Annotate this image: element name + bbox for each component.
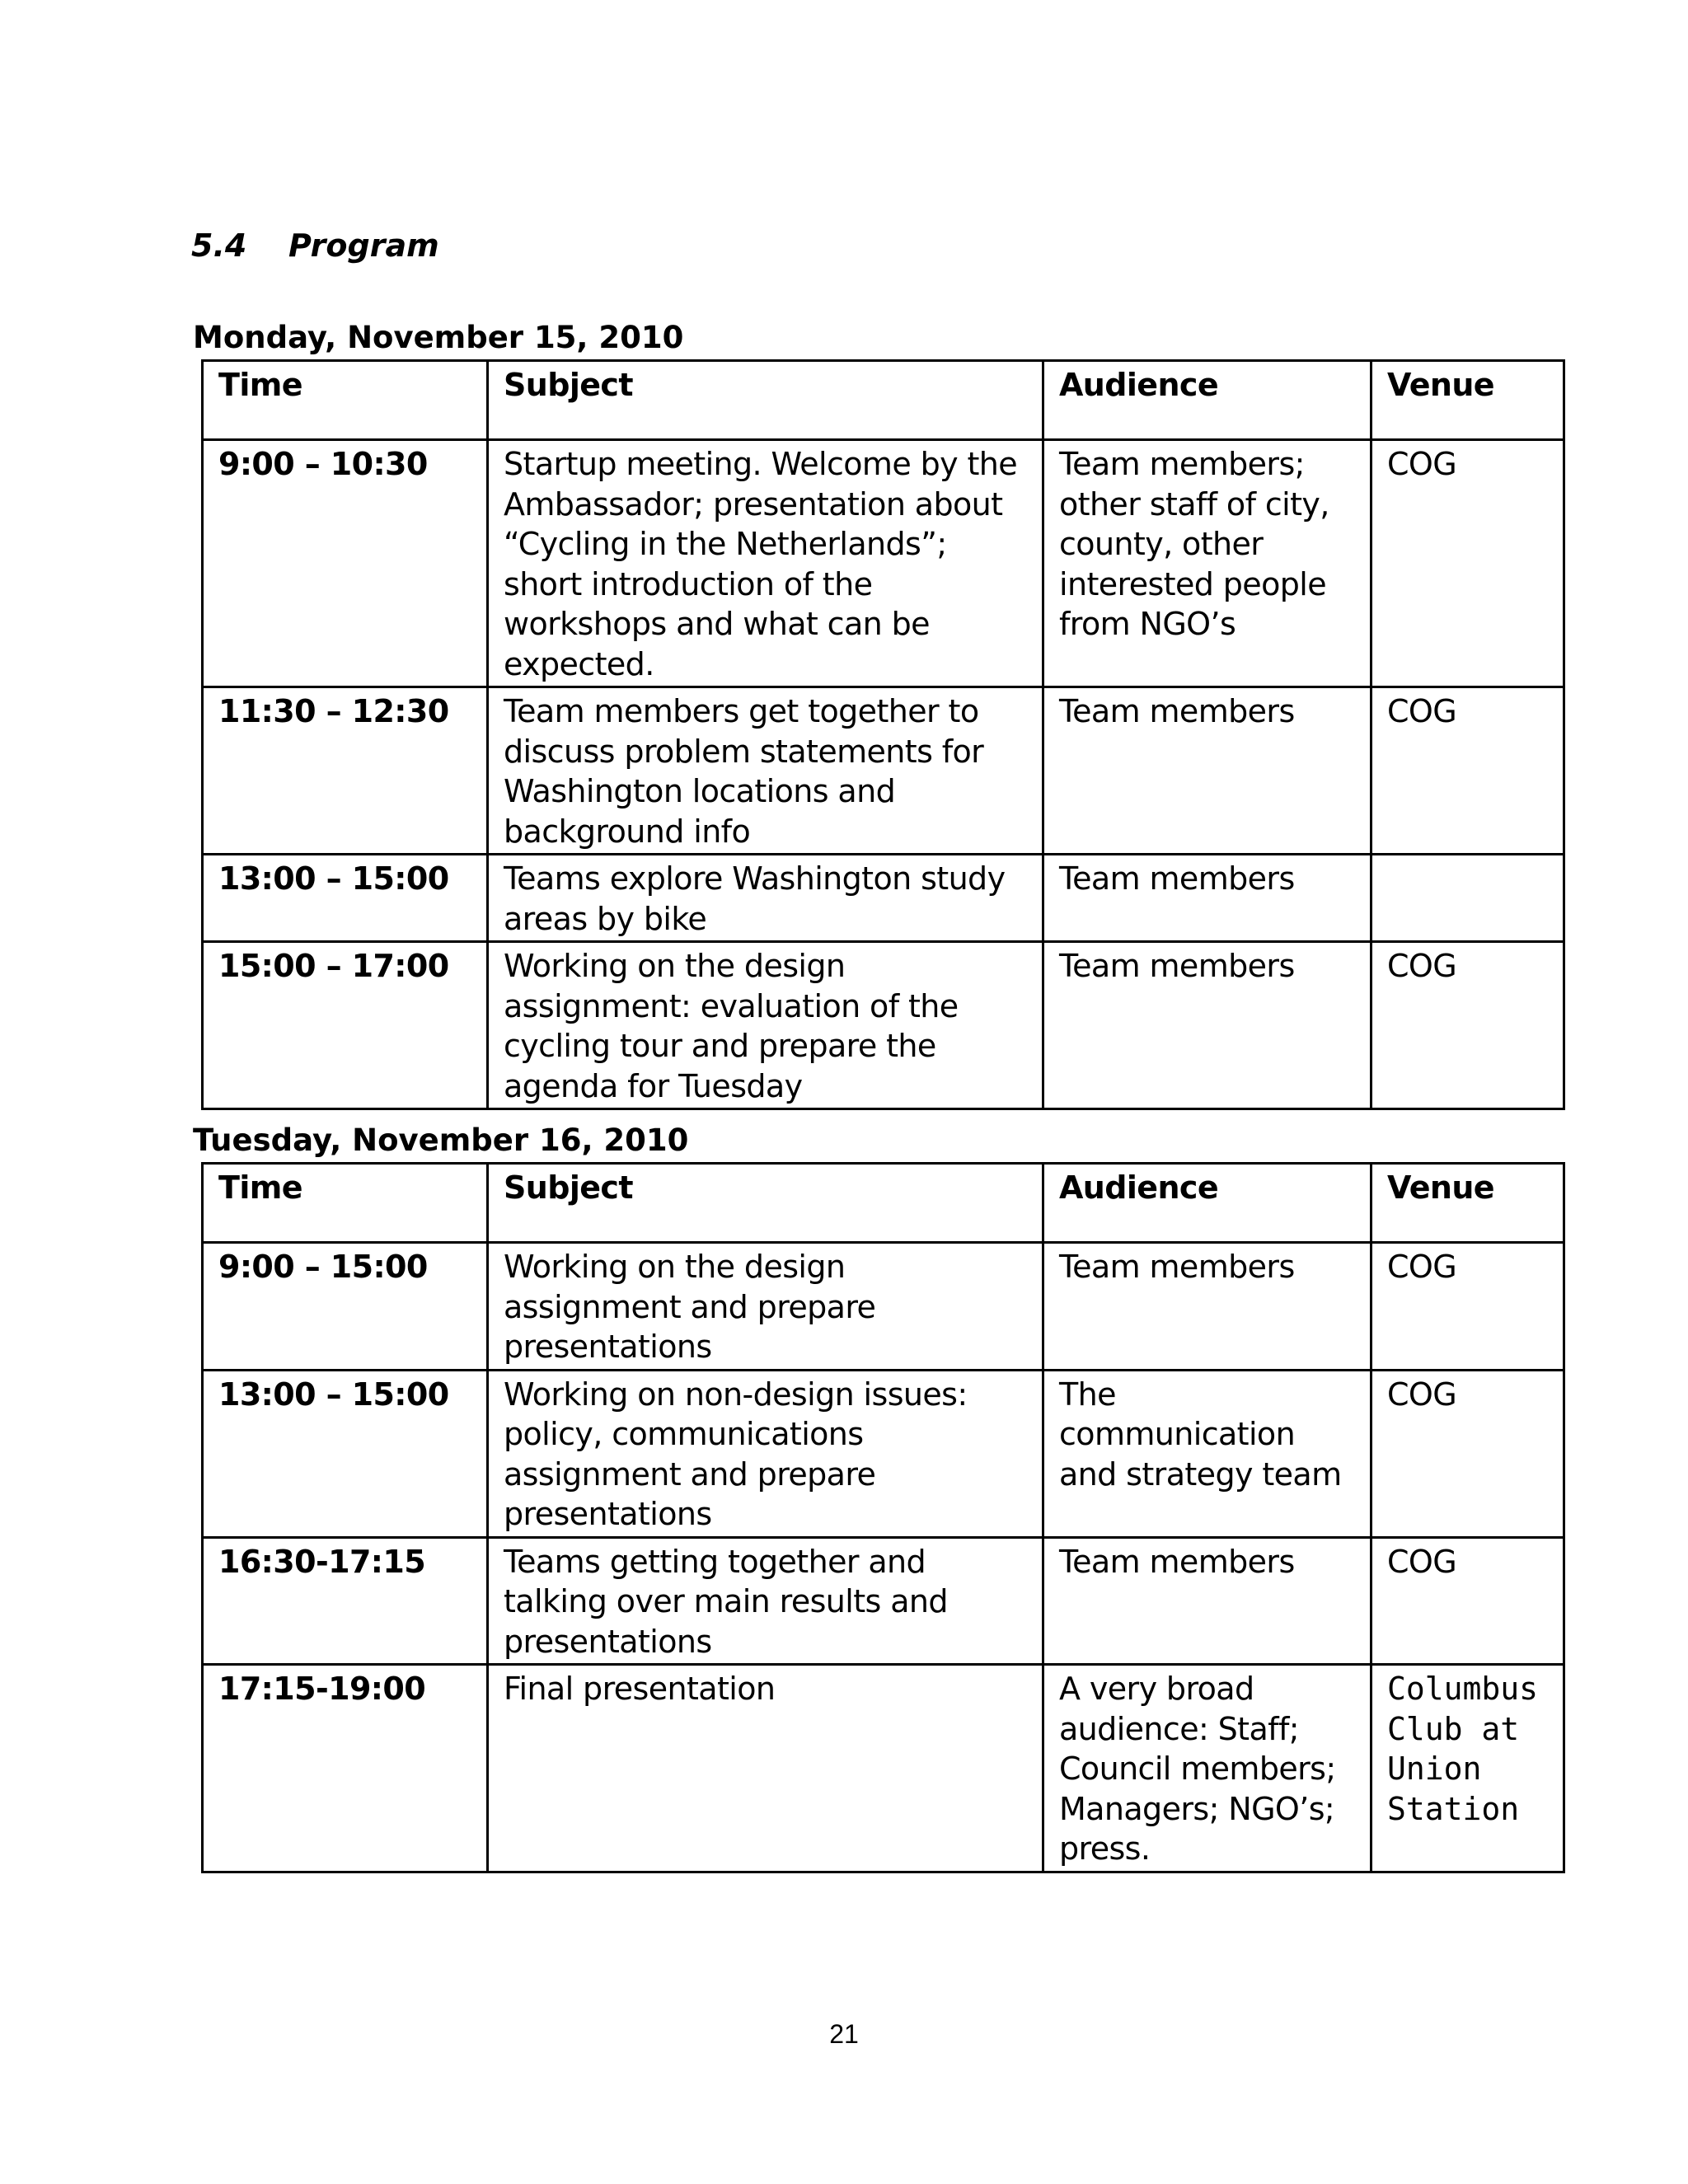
section-heading xyxy=(191,227,439,264)
header-audience: Audience xyxy=(1043,361,1372,440)
header-time: Time xyxy=(203,361,488,440)
day-title-tuesday: Tuesday, November 16, 2010 xyxy=(193,1122,689,1158)
cell-audience: Team members; other staff of city, county, other interested people from NGO’s xyxy=(1043,440,1372,687)
table-row xyxy=(203,1665,1564,1872)
header-venue: Venue xyxy=(1372,1164,1564,1243)
cell-audience: Team members xyxy=(1043,1243,1372,1371)
table-header-row xyxy=(203,361,1564,440)
table-row xyxy=(203,942,1564,1109)
cell-venue xyxy=(1372,855,1564,942)
cell-subject: Teams getting together and talking over main results and presentations xyxy=(488,1537,1043,1665)
cell-audience: Team members xyxy=(1043,687,1372,855)
cell-venue: COG xyxy=(1372,1370,1564,1537)
table-row xyxy=(203,1243,1564,1371)
cell-time: 16:30-17:15 xyxy=(203,1537,488,1665)
table-header-row xyxy=(203,1164,1564,1243)
cell-audience: The communication and strategy team xyxy=(1043,1370,1372,1537)
cell-venue: Columbus Club at Union Station xyxy=(1372,1665,1564,1872)
header-subject: Subject xyxy=(488,361,1043,440)
cell-time: 15:00 – 17:00 xyxy=(203,942,488,1109)
cell-audience: A very broad audience: Staff; Council members; Managers; NGO’s; press. xyxy=(1043,1665,1372,1872)
header-time: Time xyxy=(203,1164,488,1243)
cell-venue: COG xyxy=(1372,942,1564,1109)
cell-venue: COG xyxy=(1372,1537,1564,1665)
cell-subject: Working on non-design issues: policy, communications assignment and prepare presentations xyxy=(488,1370,1043,1537)
cell-time: 9:00 – 10:30 xyxy=(203,440,488,687)
cell-time: 13:00 – 15:00 xyxy=(203,855,488,942)
cell-time: 9:00 – 15:00 xyxy=(203,1243,488,1371)
cell-subject: Team members get together to discuss problem statements for Washington locations and background info xyxy=(488,687,1043,855)
section-title: Program xyxy=(288,227,439,264)
schedule-table-tuesday xyxy=(201,1162,1565,1873)
cell-audience: Team members xyxy=(1043,855,1372,942)
table-row xyxy=(203,687,1564,855)
cell-subject: Startup meeting. Welcome by the Ambassador; presentation about “Cycling in the Netherlands”; short introduction of the workshops and what can be expected. xyxy=(488,440,1043,687)
cell-venue: COG xyxy=(1372,440,1564,687)
cell-time: 13:00 – 15:00 xyxy=(203,1370,488,1537)
cell-subject: Working on the design assignment and prepare presentations xyxy=(488,1243,1043,1371)
table-row xyxy=(203,1370,1564,1537)
header-venue: Venue xyxy=(1372,361,1564,440)
table-row xyxy=(203,1537,1564,1665)
section-number: 5.4 xyxy=(191,227,247,264)
cell-venue: COG xyxy=(1372,1243,1564,1371)
table-row xyxy=(203,855,1564,942)
day-title-monday: Monday, November 15, 2010 xyxy=(193,320,684,355)
header-subject: Subject xyxy=(488,1164,1043,1243)
cell-time: 17:15-19:00 xyxy=(203,1665,488,1872)
cell-subject: Working on the design assignment: evaluation of the cycling tour and prepare the agenda for Tuesday xyxy=(488,942,1043,1109)
schedule-table-monday xyxy=(201,359,1565,1110)
cell-subject: Final presentation xyxy=(488,1665,1043,1872)
page-number: 21 xyxy=(829,2019,859,2049)
cell-time: 11:30 – 12:30 xyxy=(203,687,488,855)
table-row xyxy=(203,440,1564,687)
cell-subject: Teams explore Washington study areas by bike xyxy=(488,855,1043,942)
header-audience: Audience xyxy=(1043,1164,1372,1243)
cell-audience: Team members xyxy=(1043,1537,1372,1665)
cell-audience: Team members xyxy=(1043,942,1372,1109)
cell-venue: COG xyxy=(1372,687,1564,855)
